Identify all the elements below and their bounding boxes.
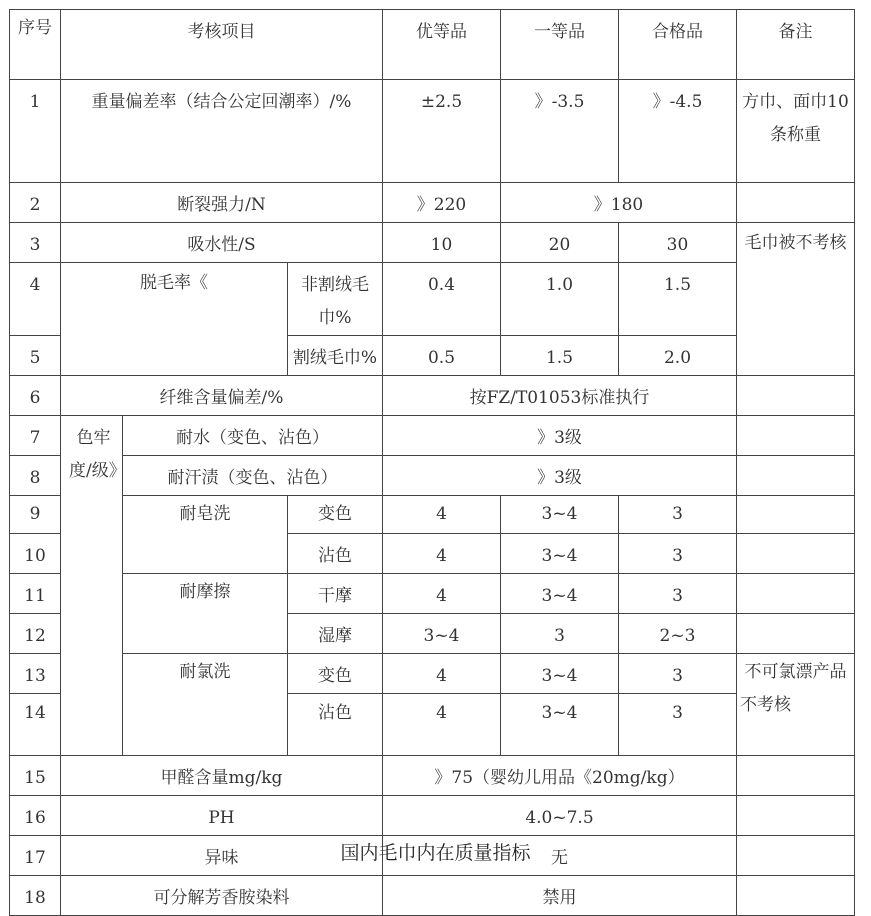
remark-cell	[737, 574, 855, 614]
first-qualified-cell: 》180	[501, 183, 737, 223]
first-cell: 》-3.5	[501, 80, 619, 183]
row-number: 8	[10, 456, 61, 496]
item-cell: 断裂强力/N	[61, 183, 383, 223]
quality-spec-table	[9, 9, 855, 916]
qualified-cell: 1.5	[619, 263, 737, 336]
chlorine-wash-label: 耐氯洗	[123, 654, 288, 756]
first-cell: 3~4	[501, 496, 619, 534]
table-row	[10, 756, 855, 796]
row-number: 17	[10, 836, 61, 876]
superior-cell: ±2.5	[383, 80, 501, 183]
row-number: 5	[10, 336, 61, 376]
item-cell: 可分解芳香胺染料	[61, 876, 383, 916]
row-number: 12	[10, 614, 61, 654]
sub-item-cell: 干摩	[288, 574, 383, 614]
superior-cell: 4	[383, 574, 501, 614]
item-cell: 异味	[61, 836, 383, 876]
superior-cell: 10	[383, 223, 501, 263]
row-number: 11	[10, 574, 61, 614]
sub-item-cell: 湿摩	[288, 614, 383, 654]
value-cell: 》75（婴幼儿用品《20mg/kg）	[383, 756, 737, 796]
rubbing-label: 耐摩擦	[123, 574, 288, 654]
superior-cell: 3~4	[383, 614, 501, 654]
table-row	[10, 80, 855, 183]
remark-cell	[737, 796, 855, 836]
table-row	[10, 796, 855, 836]
row-number: 14	[10, 694, 61, 756]
qualified-cell: 3	[619, 574, 737, 614]
header-superior: 优等品	[383, 10, 501, 80]
row-number: 3	[10, 223, 61, 263]
superior-cell: 4	[383, 534, 501, 574]
superior-cell: 4	[383, 694, 501, 756]
row-number: 6	[10, 376, 61, 416]
table-row	[10, 876, 855, 916]
qualified-cell: 3	[619, 496, 737, 534]
remark-cell: 方巾、面巾10条称重	[737, 80, 855, 183]
superior-cell: 0.5	[383, 336, 501, 376]
remark-cell	[737, 614, 855, 654]
remark-cell	[737, 876, 855, 916]
remark-cell	[737, 416, 855, 456]
remark-cell	[737, 496, 855, 534]
table-caption: 国内毛巾内在质量指标	[340, 842, 531, 864]
superior-cell: 4	[383, 654, 501, 694]
superior-cell: 》220	[383, 183, 501, 223]
row-number: 9	[10, 496, 61, 534]
row-number: 1	[10, 80, 61, 183]
sub-item-cell: 变色	[288, 654, 383, 694]
item-cell: 吸水性/S	[61, 223, 383, 263]
row-number: 7	[10, 416, 61, 456]
first-cell: 1.0	[501, 263, 619, 336]
header-no: 序号	[10, 10, 61, 80]
table-row	[10, 456, 855, 496]
color-fastness-label: 色牢度/级》	[61, 416, 123, 756]
soap-wash-label: 耐皂洗	[123, 496, 288, 574]
item-cell: 甲醛含量mg/kg	[61, 756, 383, 796]
first-cell: 1.5	[501, 336, 619, 376]
qualified-cell: 3	[619, 694, 737, 756]
remark-cell	[737, 183, 855, 223]
table-row	[10, 376, 855, 416]
item-cell: 重量偏差率（结合公定回潮率）/%	[61, 80, 383, 183]
header-first: 一等品	[501, 10, 619, 80]
remark-cell	[737, 456, 855, 496]
qualified-cell: 2.0	[619, 336, 737, 376]
row-number: 4	[10, 263, 61, 336]
table-row	[10, 416, 855, 456]
table-row	[10, 263, 855, 336]
sub-item-cell: 沾色	[288, 694, 383, 756]
row-number: 15	[10, 756, 61, 796]
header-remark: 备注	[737, 10, 855, 80]
row-number: 13	[10, 654, 61, 694]
item-cell: PH	[61, 796, 383, 836]
header-item: 考核项目	[61, 10, 383, 80]
value-cell: 禁用	[383, 876, 737, 916]
remark-cell	[737, 534, 855, 574]
first-cell: 3~4	[501, 654, 619, 694]
sub-item-cell: 割绒毛巾%	[288, 336, 383, 376]
first-cell: 3~4	[501, 574, 619, 614]
item-cell: 耐水（变色、沾色）	[123, 416, 383, 456]
remark-cell: 不可氯漂产品不考核	[737, 654, 855, 756]
item-cell: 耐汗渍（变色、沾色）	[123, 456, 383, 496]
sub-item-cell: 沾色	[288, 534, 383, 574]
first-cell: 20	[501, 223, 619, 263]
qualified-cell: 3	[619, 654, 737, 694]
value-cell: 》3级	[383, 416, 737, 456]
sub-item-cell: 非割绒毛巾%	[288, 263, 383, 336]
table-row	[10, 574, 855, 614]
table-header-row	[10, 10, 855, 80]
remark-cell	[737, 756, 855, 796]
sub-item-cell: 变色	[288, 496, 383, 534]
first-cell: 3	[501, 614, 619, 654]
remark-cell	[737, 376, 855, 416]
value-cell: 按FZ/T01053标准执行	[383, 376, 737, 416]
remark-cell: 毛巾被不考核	[737, 223, 855, 376]
row-number: 18	[10, 876, 61, 916]
table-row	[10, 183, 855, 223]
qualified-cell: 3	[619, 534, 737, 574]
first-cell: 3~4	[501, 694, 619, 756]
superior-cell: 4	[383, 496, 501, 534]
item-cell: 纤维含量偏差/%	[61, 376, 383, 416]
header-qualified: 合格品	[619, 10, 737, 80]
qualified-cell: 30	[619, 223, 737, 263]
qualified-cell: 2~3	[619, 614, 737, 654]
table-row	[10, 654, 855, 694]
qualified-cell: 》-4.5	[619, 80, 737, 183]
shedding-label: 脱毛率《	[61, 263, 288, 376]
value-cell: 4.0~7.5	[383, 796, 737, 836]
value-cell: 无	[383, 836, 737, 876]
value-cell: 》3级	[383, 456, 737, 496]
row-number: 2	[10, 183, 61, 223]
row-number: 16	[10, 796, 61, 836]
row-number: 10	[10, 534, 61, 574]
table-row	[10, 223, 855, 263]
superior-cell: 0.4	[383, 263, 501, 336]
first-cell: 3~4	[501, 534, 619, 574]
table-row	[10, 496, 855, 534]
